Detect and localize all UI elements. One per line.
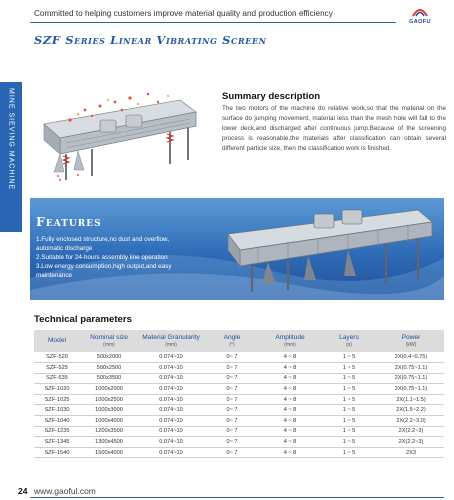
- table-cell: 1 ~ 5: [320, 373, 378, 384]
- table-cell: 1 ~ 5: [320, 394, 378, 405]
- table-row: [34, 363, 444, 374]
- table-cell: 1 ~ 5: [320, 416, 378, 427]
- table-cell: 4 ~ 8: [260, 416, 320, 427]
- table-cell: 0.074~10: [138, 416, 204, 427]
- table-row: [34, 394, 444, 405]
- column-header: Model: [34, 330, 80, 352]
- table-cell: 2X(0.75~1.1): [378, 373, 444, 384]
- table-cell: 1 ~ 5: [320, 384, 378, 395]
- table-cell: 1 ~ 5: [320, 447, 378, 458]
- column-header: Material Granularity (mm): [138, 330, 204, 352]
- column-header: Amplitude (mm): [260, 330, 320, 352]
- table-cell: SZF-1345: [34, 437, 80, 448]
- table-cell: 0.074~10: [138, 352, 204, 363]
- table-cell: 0~ 7: [204, 363, 260, 374]
- table-cell: 2X(2.2~3): [378, 437, 444, 448]
- table-cell: 0~ 7: [204, 437, 260, 448]
- column-header: Angle (°): [204, 330, 260, 352]
- table-cell: 1200x3500: [80, 426, 138, 437]
- table-cell: 500x2500: [80, 363, 138, 374]
- table-cell: 4 ~ 8: [260, 384, 320, 395]
- table-cell: 1 ~ 5: [320, 352, 378, 363]
- table-cell: 1000x2000: [80, 384, 138, 395]
- table-cell: SZF-1020: [34, 384, 80, 395]
- table-row: [34, 352, 444, 363]
- feature-item: maintenance: [36, 272, 73, 279]
- table-cell: 4 ~ 8: [260, 426, 320, 437]
- logo-mark-icon: [411, 6, 429, 18]
- table-cell: SZF-520: [34, 352, 80, 363]
- table-cell: 500x2000: [80, 352, 138, 363]
- column-header: Power (kW): [378, 330, 444, 352]
- table-cell: 0.074~10: [138, 426, 204, 437]
- table-cell: 4 ~ 8: [260, 373, 320, 384]
- bottom-rule: [30, 497, 444, 498]
- table-cell: 1000x3000: [80, 405, 138, 416]
- table-cell: 4 ~ 8: [260, 405, 320, 416]
- table-row: [34, 416, 444, 427]
- summary-text: The two motors of the machine do relative work,so that the material on the surface do jumping movement, material less than the mesh hole will fall to the lower deck,and discharged after continuous jump.Because of the screening process is reasonable,the materials after classification can obtain several different particle size, then the classification work is finished.: [222, 105, 446, 152]
- table-cell: 0~ 7: [204, 447, 260, 458]
- table-cell: 0~ 7: [204, 394, 260, 405]
- side-tab-label: MINE SIEVING MACHINE: [7, 88, 15, 191]
- table-cell: 4 ~ 8: [260, 437, 320, 448]
- table-cell: 2X(1.5~2.2): [378, 405, 444, 416]
- table-cell: 0~ 7: [204, 373, 260, 384]
- table-cell: 2X(1.1~1.5): [378, 394, 444, 405]
- website-link[interactable]: www.gaoful.com: [34, 486, 96, 496]
- table-row: [34, 447, 444, 458]
- summary-title: Summary description: [222, 91, 321, 102]
- table-cell: SZF-1025: [34, 394, 80, 405]
- table-cell: 0~ 7: [204, 426, 260, 437]
- side-tab: [0, 82, 22, 232]
- table-cell: 1300x4500: [80, 437, 138, 448]
- column-header: Layers (s): [320, 330, 378, 352]
- header-tagline: Committed to helping customers improve material quality and production efficiency: [34, 9, 333, 18]
- table-cell: 1500x4000: [80, 447, 138, 458]
- feature-item: 1.Fully enclosed structure,no dust and overflow,: [36, 236, 170, 243]
- table-cell: 4 ~ 8: [260, 447, 320, 458]
- technical-title: Technical parameters: [34, 314, 132, 325]
- table-cell: 2X3: [378, 447, 444, 458]
- table-cell: 0.074~10: [138, 363, 204, 374]
- logo-text: GAOFU: [409, 19, 431, 25]
- table-cell: 2X(2.2~3): [378, 426, 444, 437]
- features-title: Features: [36, 214, 102, 229]
- page-number: 24: [18, 486, 28, 496]
- table-cell: 1 ~ 5: [320, 363, 378, 374]
- table-cell: SZF-1030: [34, 405, 80, 416]
- table-cell: 1 ~ 5: [320, 405, 378, 416]
- company-logo: [398, 6, 442, 28]
- table-row: [34, 437, 444, 448]
- table-cell: 0.074~10: [138, 394, 204, 405]
- vibrating-screen-image: [30, 80, 208, 192]
- table-cell: 0.074~10: [138, 405, 204, 416]
- table-cell: 0.074~10: [138, 437, 204, 448]
- table-cell: 0.074~10: [138, 373, 204, 384]
- table-cell: 4 ~ 8: [260, 394, 320, 405]
- table-cell: SZF-1235: [34, 426, 80, 437]
- table-cell: 0~ 7: [204, 416, 260, 427]
- table-cell: 0~ 7: [204, 352, 260, 363]
- column-header: Nominal size (mm): [80, 330, 138, 352]
- table-cell: 1000x4000: [80, 416, 138, 427]
- table-cell: 4 ~ 8: [260, 363, 320, 374]
- table-cell: 0.074~10: [138, 384, 204, 395]
- table-cell: 500x3500: [80, 373, 138, 384]
- table-row: [34, 426, 444, 437]
- table-header-row: [34, 330, 444, 352]
- table-cell: 2X(0.75~1.1): [378, 363, 444, 374]
- table-cell: 0.074~10: [138, 447, 204, 458]
- table-cell: 2X(2.2~3.0): [378, 416, 444, 427]
- table-row: [34, 384, 444, 395]
- table-cell: SZF-1040: [34, 416, 80, 427]
- table-cell: 2X(0.75~1.1): [378, 384, 444, 395]
- table-row: [34, 373, 444, 384]
- page-title: SZF Series Linear Vibrating Screen: [34, 33, 267, 47]
- table-cell: 2X(0.4~0.75): [378, 352, 444, 363]
- table-cell: 4 ~ 8: [260, 352, 320, 363]
- feature-item: 2.Suitable for 24-hours assembly line operation: [36, 254, 168, 261]
- table-cell: 0~ 7: [204, 384, 260, 395]
- table-cell: 1 ~ 5: [320, 437, 378, 448]
- table-cell: 1 ~ 5: [320, 426, 378, 437]
- top-rule: [30, 22, 396, 23]
- feature-item: automatic discharge: [36, 245, 93, 252]
- linear-screen-image: [218, 204, 438, 298]
- table-cell: 0~ 7: [204, 405, 260, 416]
- table-cell: SZF-535: [34, 373, 80, 384]
- table-cell: SZF-1540: [34, 447, 80, 458]
- table-cell: SZF-525: [34, 363, 80, 374]
- technical-parameters-table: [34, 330, 444, 458]
- table-body: [34, 352, 444, 458]
- table-row: [34, 405, 444, 416]
- table-cell: 1000x2500: [80, 394, 138, 405]
- feature-item: 3.Low energy consumption,high output,and easy: [36, 263, 172, 270]
